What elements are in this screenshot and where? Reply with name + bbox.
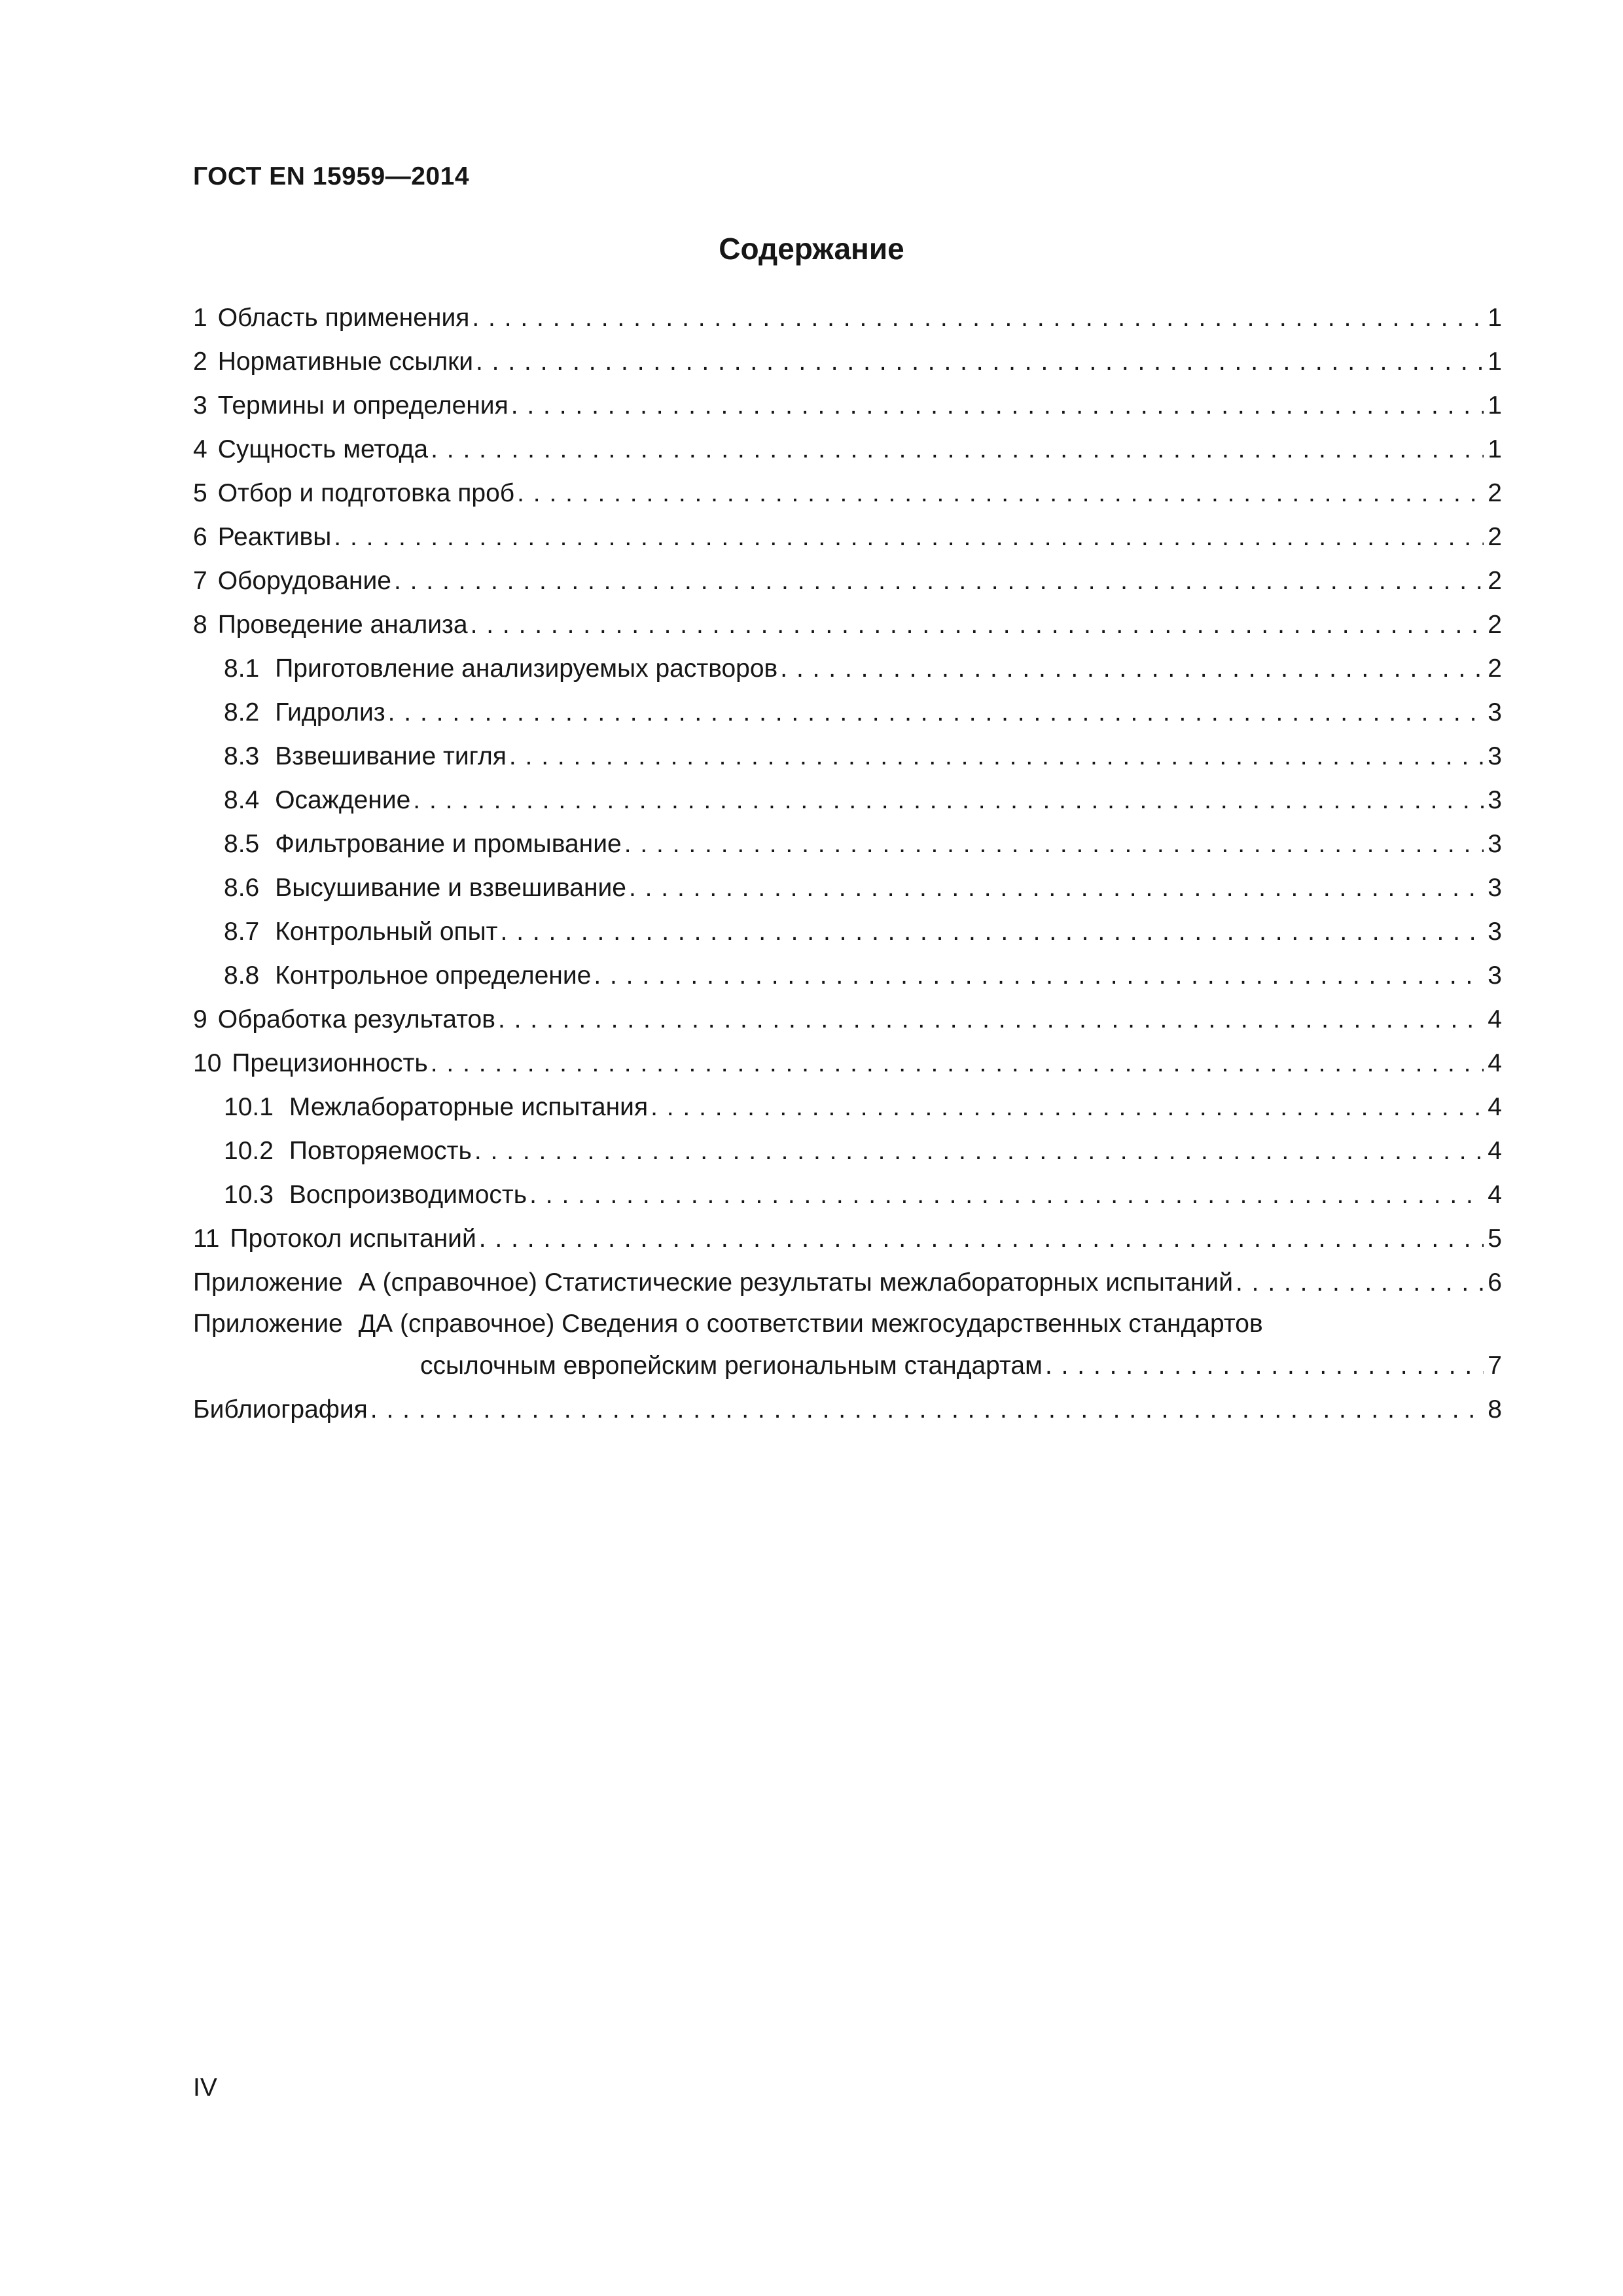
toc-subentry[interactable] xyxy=(193,647,1502,691)
dot-leader xyxy=(1236,1261,1484,1304)
toc-subentry[interactable] xyxy=(193,866,1502,910)
dot-leader xyxy=(394,559,1484,603)
toc-entry-page: 3 xyxy=(1488,961,1502,990)
toc-entry-title: Сущность метода xyxy=(217,435,429,463)
document-header: ГОСТ EN 15959—2014 xyxy=(193,162,470,190)
dot-leader xyxy=(511,384,1484,427)
dot-leader xyxy=(594,954,1484,997)
toc-entry[interactable] xyxy=(193,997,1502,1041)
dot-leader xyxy=(370,1388,1484,1431)
toc-entry-page: 2 xyxy=(1488,523,1502,551)
dot-leader xyxy=(431,427,1484,471)
page-number: IV xyxy=(193,2073,217,2102)
toc-entry-page: 2 xyxy=(1488,479,1502,507)
toc-entry-title: Библиография xyxy=(193,1395,368,1424)
toc-entry-title: Высушивание и взвешивание xyxy=(275,874,626,902)
dot-leader xyxy=(501,910,1484,954)
toc-entry-number: 4 xyxy=(193,435,207,463)
toc-entry[interactable] xyxy=(193,1041,1502,1085)
toc-entry-page: 1 xyxy=(1488,348,1502,376)
toc-entry-page: 3 xyxy=(1488,830,1502,858)
toc-entry-page: 3 xyxy=(1488,698,1502,726)
toc-entry-number: 8.2 xyxy=(224,698,260,726)
dot-leader xyxy=(479,1217,1484,1261)
table-of-contents xyxy=(193,296,1502,1431)
dot-leader xyxy=(498,997,1484,1041)
toc-entry-page: 1 xyxy=(1488,304,1502,332)
toc-entry-title: Воспроизводимость xyxy=(289,1181,527,1209)
toc-entry-number: 10.2 xyxy=(224,1137,274,1165)
toc-entry[interactable] xyxy=(193,515,1502,559)
dot-leader xyxy=(651,1085,1484,1129)
toc-entry[interactable] xyxy=(193,340,1502,384)
toc-entry-title: ДА (справочное) Сведения о соответствии межгосударственных стандартов xyxy=(358,1310,1263,1338)
toc-entry[interactable] xyxy=(193,559,1502,603)
toc-entry-title: Фильтрование и промывание xyxy=(275,830,622,858)
toc-entry-number: 7 xyxy=(193,567,207,595)
toc-entry-number: 5 xyxy=(193,479,207,507)
toc-subentry[interactable] xyxy=(193,734,1502,778)
toc-entry-title: Взвешивание тигля xyxy=(275,742,507,770)
toc-entry-title: А (справочное) Статистические результаты межлабораторных испытаний xyxy=(358,1268,1233,1297)
toc-subentry[interactable] xyxy=(193,1173,1502,1217)
toc-entry-number: 2 xyxy=(193,348,207,376)
toc-entry-title: Обработка результатов xyxy=(217,1005,495,1033)
toc-entry-number: 8.4 xyxy=(224,786,260,814)
toc-entry-number: 6 xyxy=(193,523,207,551)
toc-entry-title: Межлабораторные испытания xyxy=(289,1093,649,1121)
toc-entry-page: 3 xyxy=(1488,786,1502,814)
toc-entry-page: 5 xyxy=(1488,1225,1502,1253)
toc-entry-continuation xyxy=(193,1344,1502,1388)
toc-entry-title: Повторяемость xyxy=(289,1137,472,1165)
toc-entry-page: 4 xyxy=(1488,1005,1502,1033)
dot-leader xyxy=(624,822,1484,866)
toc-appendix-label: Приложение xyxy=(193,1310,343,1338)
dot-leader xyxy=(629,866,1484,910)
dot-leader xyxy=(471,603,1484,647)
toc-entry-page: 1 xyxy=(1488,391,1502,420)
toc-entry-page: 3 xyxy=(1488,742,1502,770)
toc-entry-page: 2 xyxy=(1488,567,1502,595)
toc-entry-page: 7 xyxy=(1488,1352,1502,1380)
toc-subentry[interactable] xyxy=(193,1085,1502,1129)
toc-entry-number: 3 xyxy=(193,391,207,420)
toc-entry-title: Гидролиз xyxy=(275,698,385,726)
toc-entry-title: Контрольное определение xyxy=(275,961,592,990)
dot-leader xyxy=(334,515,1484,559)
toc-entry-page: 4 xyxy=(1488,1181,1502,1209)
toc-subentry[interactable] xyxy=(193,691,1502,734)
toc-entry-title: Реактивы xyxy=(217,523,332,551)
toc-entry-number: 9 xyxy=(193,1005,207,1033)
dot-leader xyxy=(476,340,1484,384)
toc-entry-title: Прецизионность xyxy=(232,1049,428,1077)
toc-entry-number: 8.1 xyxy=(224,655,260,683)
toc-entry-number: 11 xyxy=(193,1225,220,1253)
toc-entry-title: Осаждение xyxy=(275,786,411,814)
toc-entry-title: Оборудование xyxy=(217,567,391,595)
toc-entry-title: Область применения xyxy=(217,304,470,332)
toc-entry-page: 8 xyxy=(1488,1395,1502,1424)
toc-entry[interactable] xyxy=(193,471,1502,515)
toc-entry-page: 3 xyxy=(1488,918,1502,946)
dot-leader xyxy=(780,647,1484,691)
toc-entry-number: 8 xyxy=(193,611,207,639)
dot-leader xyxy=(1045,1344,1484,1388)
toc-entry-number: 10 xyxy=(193,1049,222,1077)
toc-entry-number: 8.6 xyxy=(224,874,260,902)
toc-entry-page: 6 xyxy=(1488,1268,1502,1297)
toc-appendix-entry[interactable] xyxy=(193,1261,1502,1304)
toc-entry-title: Нормативные ссылки xyxy=(217,348,473,376)
toc-subentry[interactable] xyxy=(193,954,1502,997)
toc-entry-page: 4 xyxy=(1488,1049,1502,1077)
dot-leader xyxy=(474,1129,1484,1173)
dot-leader xyxy=(517,471,1484,515)
dot-leader xyxy=(509,734,1484,778)
toc-entry-page: 1 xyxy=(1488,435,1502,463)
toc-entry-number: 1 xyxy=(193,304,207,332)
toc-entry-number: 8.5 xyxy=(224,830,260,858)
toc-entry[interactable] xyxy=(193,427,1502,471)
toc-entry-number: 10.1 xyxy=(224,1093,274,1121)
toc-entry[interactable] xyxy=(193,1217,1502,1261)
toc-entry-title: Термины и определения xyxy=(217,391,508,420)
toc-entry-page: 2 xyxy=(1488,655,1502,683)
toc-appendix-label: Приложение xyxy=(193,1268,343,1297)
toc-entry-page: 2 xyxy=(1488,611,1502,639)
toc-entry-title: Приготовление анализируемых растворов xyxy=(275,655,778,683)
toc-entry-page: 4 xyxy=(1488,1137,1502,1165)
toc-entry-title: Протокол испытаний xyxy=(230,1225,476,1253)
toc-entry-number: 8.8 xyxy=(224,961,260,990)
dot-leader xyxy=(388,691,1484,734)
toc-appendix-entry[interactable] xyxy=(193,1304,1502,1388)
toc-subentry[interactable] xyxy=(193,778,1502,822)
dot-leader xyxy=(529,1173,1484,1217)
toc-entry-page: 4 xyxy=(1488,1093,1502,1121)
toc-entry-first-line xyxy=(193,1304,1502,1344)
toc-entry-number: 10.3 xyxy=(224,1181,274,1209)
toc-entry[interactable] xyxy=(193,296,1502,340)
dot-leader xyxy=(413,778,1484,822)
toc-entry-title: Проведение анализа xyxy=(217,611,468,639)
dot-leader xyxy=(431,1041,1484,1085)
toc-entry[interactable] xyxy=(193,384,1502,427)
toc-entry-title: Отбор и подготовка проб xyxy=(217,479,515,507)
toc-entry[interactable] xyxy=(193,1388,1502,1431)
toc-subentry[interactable] xyxy=(193,822,1502,866)
toc-subentry[interactable] xyxy=(193,910,1502,954)
toc-entry[interactable] xyxy=(193,603,1502,647)
dot-leader xyxy=(472,296,1484,340)
toc-entry-title-continuation: ссылочным европейским региональным стандартам xyxy=(420,1352,1043,1380)
toc-entry-number: 8.7 xyxy=(224,918,260,946)
toc-subentry[interactable] xyxy=(193,1129,1502,1173)
toc-entry-number: 8.3 xyxy=(224,742,260,770)
toc-entry-page: 3 xyxy=(1488,874,1502,902)
toc-title: Содержание xyxy=(719,232,904,266)
toc-entry-title: Контрольный опыт xyxy=(275,918,498,946)
